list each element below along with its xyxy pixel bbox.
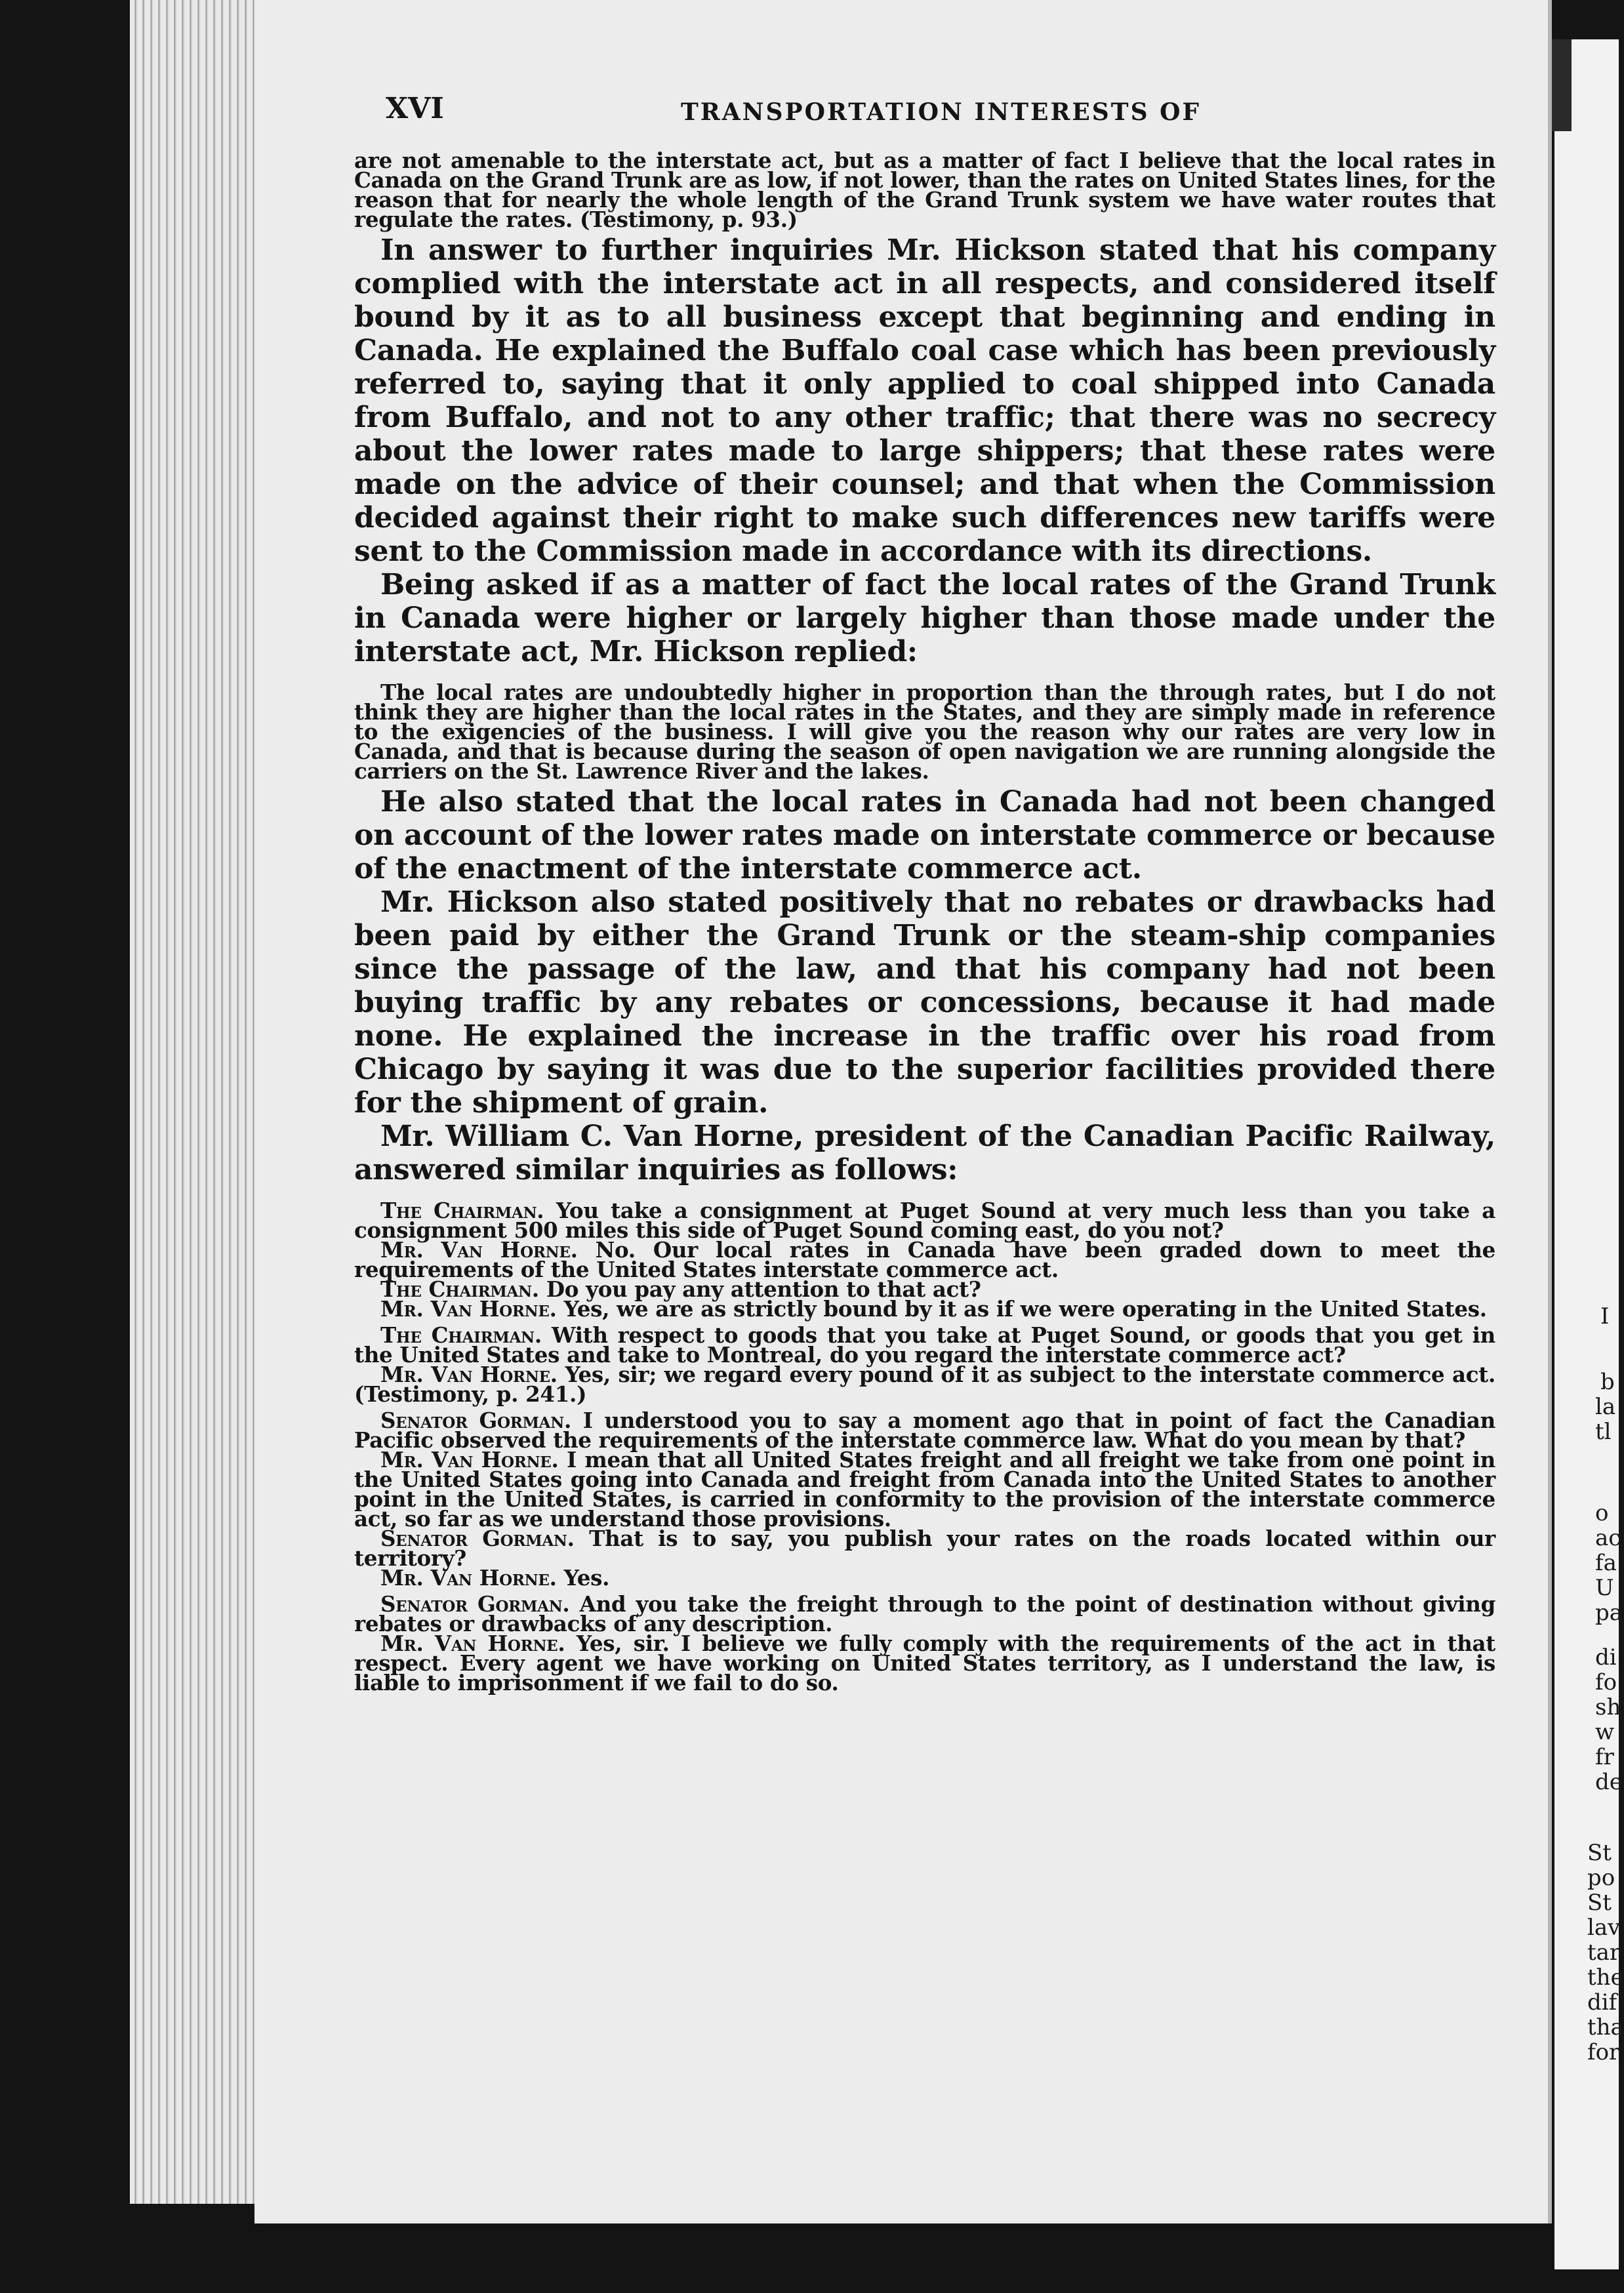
testimony-entry <box>354 1591 1496 1636</box>
speaker-name: Mr. Van Horne. <box>380 1296 557 1322</box>
paragraph: In answer to further inquiries Mr. Hickson stated that his company complied with the interstate act in all respects, and considered itself bound by it as to all business except that beginning and ending in Canada. He explained the Buffalo coal case which has been previously referred to, saying that it only applied to coal shipped into Canada from Buffalo, and not to any other traffic; that there was no secrecy about the lower rates made to large shippers; that these rates were made on the advice of their counsel; and that when the Commission decided against their right to make such differences new tariffs were sent to the Commission made in accordance with its directions. <box>354 233 1495 568</box>
block-quote: The local rates are undoubtedly higher in proportion than the through rates, but I do not think they are higher than the local rates in the States, and they are simply made in reference to the exigencies of the business. I will give you the reason why our rates are very low in Canada, and that is because during the season of open navigation we are running alongside the carriers on the St. Lawrence River and the lakes. <box>354 680 1495 784</box>
facing-page-fragment: la <box>1595 1394 1616 1420</box>
testimony-text: Yes, sir; we regard every pound of it as subject to the interstate commerce act. (Testimony, p. 241.) <box>354 1362 1495 1407</box>
testimony-entry <box>354 1296 1495 1322</box>
testimony-entry <box>354 1565 1495 1591</box>
running-head: TRANSPORTATION INTERESTS OF <box>681 98 1202 126</box>
facing-page-fragment: b <box>1600 1369 1615 1395</box>
speaker-name: Mr. Van Horne. <box>380 1447 559 1472</box>
testimony-text: I mean that all United States freight and all freight we take from one point in the United States going into Canada and freight from Canada into the United States to another point in the United States, is carried in conformity to the provision of the interstate commerce act, so far as we understand those provisions. <box>354 1447 1495 1532</box>
facing-page-fragment: po <box>1587 1865 1615 1891</box>
paragraph: Mr. Hickson also stated positively that no rebates or drawbacks had been paid by either the Grand Trunk or the steam-ship companies since the passage of the law, and that his company had not been buying traffic by any rebates or concessions, because it had made none. He explained the increase in the traffic over his road from Chicago by saying it was due to the superior facilities provided there for the shipment of grain. <box>354 885 1495 1120</box>
testimony-entry <box>354 1447 1495 1532</box>
testimony-text: Yes, we are as strictly bound by it as if we were operating in the United States. <box>563 1296 1487 1322</box>
facing-page-fragment: for <box>1587 2039 1620 2065</box>
testimony-text: Yes, sir. I believe we fully comply with the requirements of the act in that respect. Every agent we have working on United States territory, as I understand the law, is liable to imprisonment if we fail to do so. <box>354 1631 1495 1695</box>
testimony-entry <box>354 1322 1495 1368</box>
speaker-name: The Chairman. <box>380 1322 542 1348</box>
facing-page-fragment: sh <box>1595 1694 1621 1720</box>
testimony-entry <box>354 1237 1495 1282</box>
facing-page-fragment: de <box>1595 1769 1623 1795</box>
facing-page-fragment: fa <box>1595 1550 1617 1576</box>
page-header <box>386 92 1304 138</box>
speaker-name: The Chairman. <box>380 1198 544 1223</box>
testimony-text: And you take the freight through to the point of destination without giving rebates or drawbacks of any description. <box>354 1591 1496 1636</box>
speaker-name: Mr. Van Horne. <box>380 1362 558 1387</box>
facing-page-fragment: pa <box>1595 1600 1623 1626</box>
testimony-text: Yes. <box>563 1565 610 1591</box>
speaker-name: Mr. Van Horne. <box>380 1631 565 1656</box>
facing-page-fragment: di <box>1595 1644 1617 1671</box>
facing-page-fragment: o <box>1595 1500 1609 1526</box>
speaker-name: Senator Gorman. <box>380 1591 570 1617</box>
page-body <box>354 148 1496 1695</box>
testimony-text: That is to say, you publish your rates on the roads located within our territory? <box>354 1526 1495 1571</box>
testimony-entry <box>354 1526 1495 1571</box>
page-number: XVI <box>386 92 444 125</box>
speaker-name: Mr. Van Horne. <box>380 1565 557 1591</box>
facing-page-fragment: St <box>1587 1890 1612 1916</box>
testimony-text: You take a consignment at Puget Sound at very much less than you take a consignment 500 miles this side of Puget Sound coming east, do you not? <box>354 1198 1496 1243</box>
testimony-text: No. Our local rates in Canada have been graded down to meet the requirements of the United States interstate commerce act. <box>354 1237 1495 1282</box>
facing-page-shadow <box>1552 39 1572 131</box>
facing-page-fragment: tha <box>1587 2014 1624 2040</box>
quote-continuation: are not amenable to the interstate act, but as a matter of fact I believe that the local rates in Canada on the Grand Trunk are as low, if not lower, than the rates on United States lines, for the reason that for nearly the whole length of the Grand Trunk system we have water routes that regulate the rates. (Testimony, p. 93.) <box>354 148 1495 232</box>
facing-page-fragment: fo <box>1595 1669 1617 1695</box>
facing-page-fragment: w <box>1595 1719 1615 1745</box>
facing-page-fragment: lav <box>1587 1915 1621 1941</box>
facing-page-fragment: St <box>1587 1840 1612 1866</box>
testimony-entry <box>354 1362 1495 1407</box>
facing-page-fragment: tar <box>1587 1939 1621 1966</box>
paragraph: Mr. William C. Van Horne, president of the Canadian Pacific Railway, answered similar inquiries as follows: <box>354 1120 1495 1187</box>
speaker-name: The Chairman. <box>380 1276 539 1302</box>
speaker-name: Senator Gorman. <box>380 1408 571 1433</box>
testimony-entry <box>354 1198 1496 1243</box>
testimony-text: With respect to goods that you take at Puget Sound, or goods that you get in the United States and take to Montreal, do you regard the interstate commerce act? <box>354 1322 1495 1368</box>
testimony-entry <box>354 1631 1495 1695</box>
facing-page-fragment: dif <box>1587 1989 1617 2016</box>
facing-page-fragment: the <box>1587 1964 1624 1991</box>
facing-page-fragment: I <box>1600 1303 1610 1329</box>
testimony-text: I understood you to say a moment ago that in point of fact the Canadian Pacific observed the requirements of the interstate commerce law. What do you mean by that? <box>354 1408 1495 1453</box>
testimony-text: Do you pay any attention to that act? <box>546 1276 981 1302</box>
paragraph: He also stated that the local rates in Canada had not been changed on account of the lower rates made on interstate commerce or because of the enactment of the interstate commerce act. <box>354 785 1495 885</box>
testimony-block <box>354 1198 1496 1695</box>
page-edges <box>130 0 261 2204</box>
facing-page-fragment: U <box>1595 1575 1614 1601</box>
facing-page-fragment: fr <box>1595 1744 1614 1770</box>
paragraph: Being asked if as a matter of fact the local rates of the Grand Trunk in Canada were higher or largely higher than those made under the interstate act, Mr. Hickson replied: <box>354 568 1495 668</box>
speaker-name: Senator Gorman. <box>380 1526 575 1551</box>
facing-page-fragment: tl <box>1595 1419 1612 1445</box>
facing-page-fragment: ac <box>1595 1525 1621 1551</box>
speaker-name: Mr. Van Horne. <box>380 1237 578 1263</box>
testimony-entry <box>354 1408 1495 1453</box>
